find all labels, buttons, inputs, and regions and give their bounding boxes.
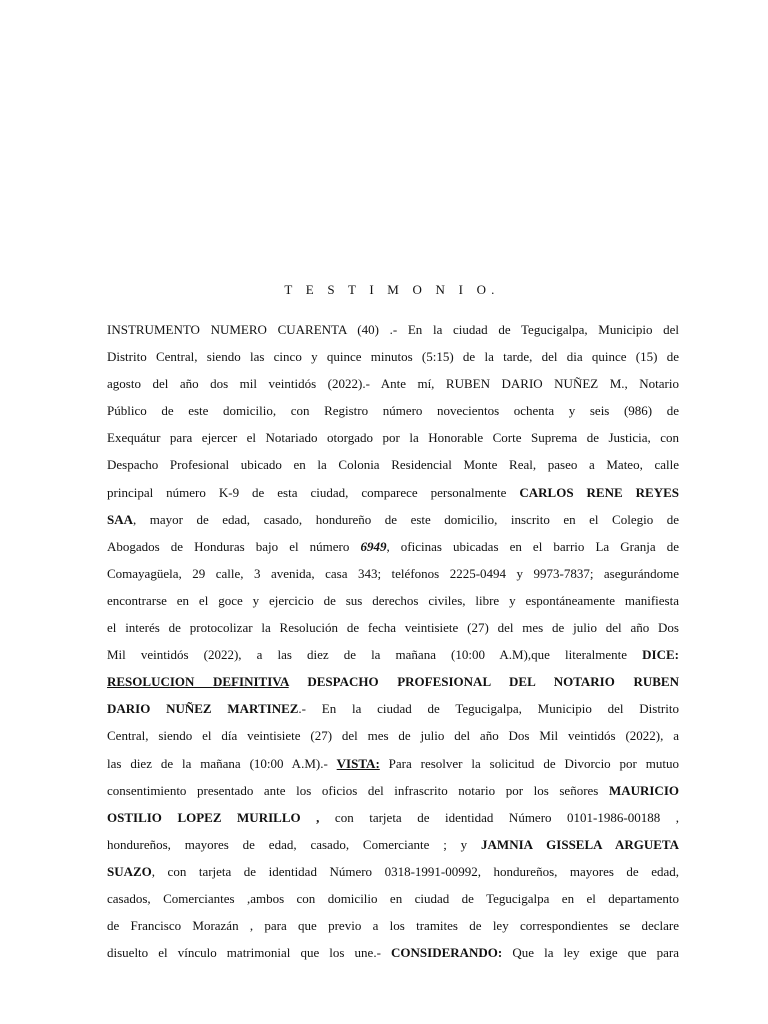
text-line: agosto del año dos mil veintidós (2022).- Ante mí, RUBEN DARIO NUÑEZ M., Notario — [107, 376, 679, 392]
colegio-number: 6949 — [360, 538, 387, 554]
text-line: Público de este domicilio, con Registro número novecientos ochenta y seis (986) de — [107, 403, 679, 419]
notario-name: DARIO NUÑEZ MARTINEZ — [107, 701, 299, 717]
document-title: T E S T I M O N I O. — [284, 282, 500, 297]
text-line — [107, 641, 679, 668]
text-line — [107, 858, 679, 885]
despacho-heading: DESPACHO PROFESIONAL DEL NOTARIO RUBEN — [288, 674, 679, 690]
text-line: INSTRUMENTO NUMERO CUARENTA (40) .- En la ciudad de Tegucigalpa, Municipio del — [107, 322, 679, 337]
text-line — [107, 831, 679, 858]
compareciente-name: CARLOS RENE REYES — [519, 484, 679, 500]
text-segment: Mil veintidós (2022), a las diez de la mañana (10:00 A.M),que literalmente — [107, 647, 643, 663]
senor1-last: OSTILIO LOPEZ MURILLO , — [107, 809, 320, 825]
senor1-first: MAURICIO — [608, 782, 679, 798]
text-segment: principal número K-9 de esta ciudad, comparece personalmente — [107, 484, 520, 500]
senor2-last: SUAZO — [107, 863, 152, 879]
text-segment: hondureños, mayores de edad, casado, Comerciante ; y — [107, 836, 482, 852]
considerando-label: CONSIDERANDO: — [391, 945, 503, 961]
text-line: encontrarse en el goce y ejercicio de sus derechos civiles, libre y espontáneamente manifiesta — [107, 592, 679, 608]
text-line: de Francisco Morazán , para que previo a los tramites de ley correspondientes se declare — [107, 918, 679, 934]
document-body — [107, 316, 679, 966]
text-line — [107, 668, 679, 695]
text-line: Comayagüela, 29 calle, 3 avenida, casa 343; teléfonos 2225-0494 y 9973-7837; asegurándome — [107, 565, 679, 581]
text-segment: las diez de la mañana (10:00 A.M).- — [107, 755, 337, 771]
text-segment: .- En la ciudad de Tegucigalpa, Municipio del Distrito — [298, 701, 679, 717]
resolucion-heading: RESOLUCION DEFINITIVA — [107, 674, 289, 690]
text-line — [107, 695, 679, 722]
text-line — [107, 777, 679, 804]
text-line — [107, 533, 679, 560]
dice-label: DICE: — [642, 647, 679, 663]
text-segment: con tarjeta de identidad Número 0101-1986-00188 , — [319, 809, 679, 825]
text-segment: , mayor de edad, casado, hondureño de este domicilio, inscrito en el Colegio de — [133, 511, 679, 527]
text-line — [107, 750, 679, 777]
text-segment: Para resolver la solicitud de Divorcio por mutuo — [379, 755, 679, 771]
text-segment: disuelto el vínculo matrimonial que los une.- — [107, 945, 392, 961]
text-segment: Abogados de Honduras bajo el número — [107, 538, 361, 554]
text-line: Exequátur para ejercer el Notariado otorgado por la Honorable Corte Suprema de Justicia, con — [107, 430, 679, 446]
text-line: casados, Comerciantes ,ambos con domicilio en ciudad de Tegucigalpa en el departamento — [107, 890, 679, 906]
compareciente-surname: SAA — [107, 511, 134, 527]
senor2-first: JAMNIA GISSELA ARGUETA — [481, 836, 679, 852]
text-segment: Que la ley exige que para — [502, 945, 680, 961]
vista-label: VISTA: — [336, 755, 380, 771]
text-line — [107, 506, 679, 533]
text-segment: , oficinas ubicadas en el barrio La Granja de — [386, 538, 679, 554]
text-line — [107, 479, 679, 506]
text-line: Distrito Central, siendo las cinco y quince minutos (5:15) de la tarde, del dia quince (15) de — [107, 349, 679, 365]
text-line — [107, 939, 679, 966]
text-line: Despacho Profesional ubicado en la Colonia Residencial Monte Real, paseo a Mateo, calle — [107, 457, 679, 473]
text-line — [107, 804, 679, 831]
text-line: el interés de protocolizar la Resolución de fecha veintisiete (27) del mes de julio del año Dos — [107, 620, 679, 636]
text-line: Central, siendo el día veintisiete (27) del mes de julio del año Dos Mil veintidós (2022), a — [107, 728, 679, 744]
text-segment: , con tarjeta de identidad Número 0318-1991-00992, hondureños, mayores de edad, — [151, 863, 679, 879]
text-segment: consentimiento presentado ante los oficios del infrascrito notario por los señores — [107, 782, 609, 798]
